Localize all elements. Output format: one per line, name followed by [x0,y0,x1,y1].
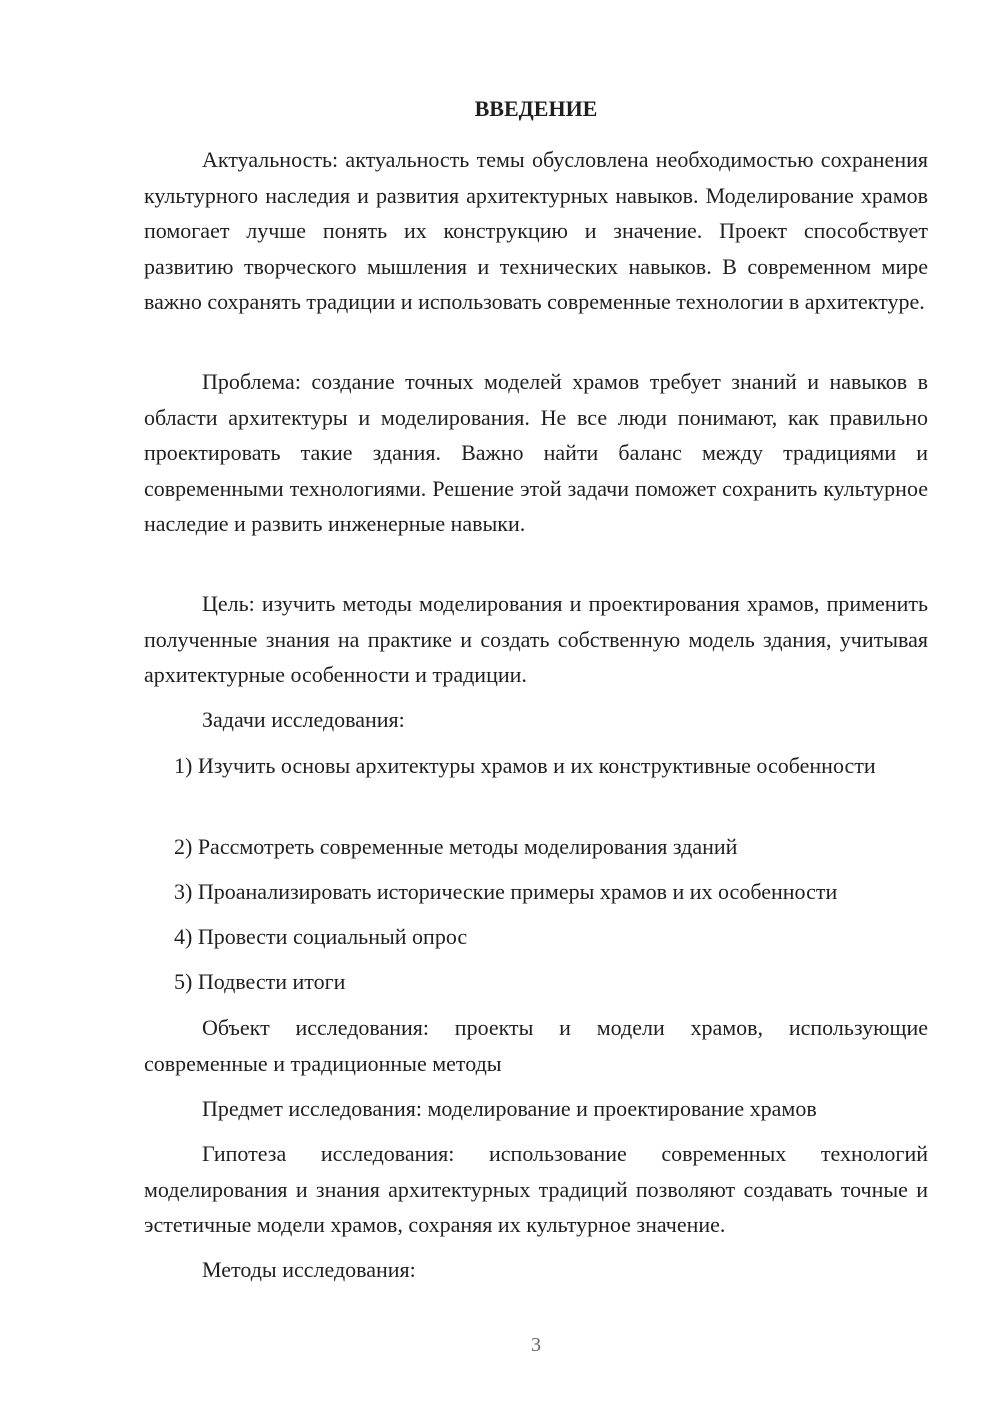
page-number: 3 [531,1334,541,1356]
page-title: ВВЕДЕНИЕ [474,96,598,121]
goal-paragraph: Цель: изучить методы моделирования и проектирования храмов, применить полученные знания на практике и создать собственную модель здания, учитывая архитектурные особенности и традиции. [144,591,928,687]
task-item-2: 2) Рассмотреть современные методы моделирования зданий [174,834,738,859]
object-paragraph: Объект исследования: проекты и модели храмов, использующие современные и традиционные методы [144,1015,928,1076]
task-item-3: 3) Проанализировать исторические примеры храмов и их особенности [174,879,838,904]
hypothesis-paragraph: Гипотеза исследования: использование современных технологий моделирования и знания архитектурных традиций позволяют создавать точные и эстетичные модели храмов, сохраняя их культурное значение. [144,1141,928,1237]
problem-paragraph: Проблема: создание точных моделей храмов требует знаний и навыков в области архитектуры и моделирования. Не все люди понимают, как правильно проектировать такие здания. Важно найти баланс между традициями и современными технологиями. Решение этой задачи поможет сохранить культурное наследие и развить инженерные навыки. [144,369,928,536]
relevance-paragraph: Актуальность: актуальность темы обусловлена необходимостью сохранения культурного наследия и развития архитектурных навыков. Моделирование храмов помогает лучше понять их конструкцию и значение. Проект способствует развитию творческого мышления и технических навыков. В современном мире важно сохранять традиции и использовать современные технологии в архитектуре. [144,147,928,314]
task-item-5: 5) Подвести итоги [174,969,346,994]
task-item-4: 4) Провести социальный опрос [174,924,468,949]
methods-heading: Методы исследования: [202,1257,416,1282]
subject-paragraph: Предмет исследования: моделирование и проектирование храмов [202,1096,817,1121]
tasks-heading: Задачи исследования: [202,707,405,732]
task-item-1: 1) Изучить основы архитектуры храмов и их конструктивные особенности [174,753,876,778]
